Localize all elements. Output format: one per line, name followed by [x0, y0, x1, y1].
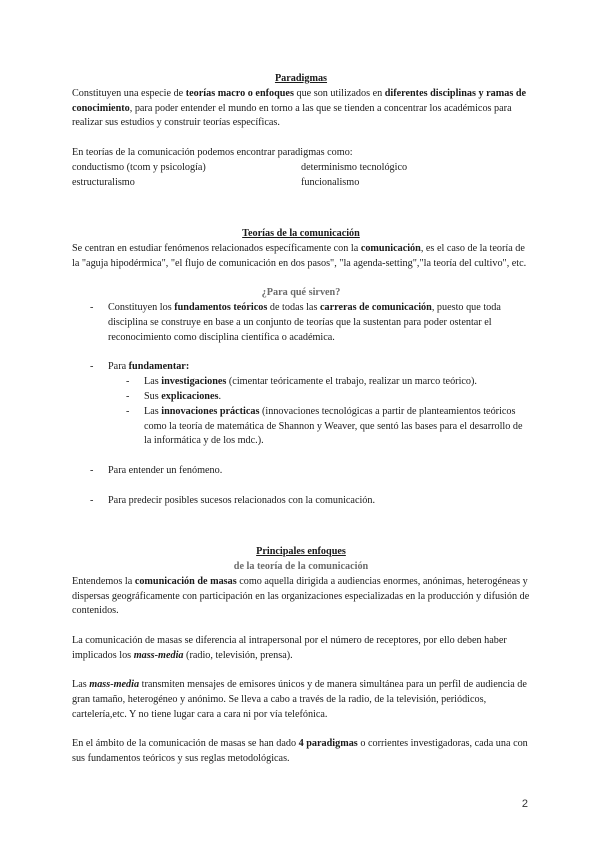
page-number: 2: [521, 798, 528, 810]
paragraph-teorias-definition: Se centran en estudiar fenómenos relacionados específicamente con la comunicación, es el caso de la teoría de la "aguja hipodérmica", "el flujo de comunicación en dos pasos", "la agenda-setting","la teoría del cultivo", etc.: [72, 242, 527, 269]
paradigm-item: determinismo tecnológico: [301, 161, 408, 173]
paradigm-list: [72, 176, 530, 191]
paragraph-paradigmas-intro: En teorías de la comunicación podemos encontrar paradigmas como:: [72, 146, 353, 158]
paragraph-mass-media: Las mass-media transmiten mensajes de emisores únicos y de manera simultánea para un perfil de audiencia de gran tamaño, heterogéneo y anónimo. Se lleva a cabo a través de la radio, de la televisión, periódicos, cartelería,etc. Y no tiene lugar cara a cara ni por vía telefónica.: [72, 679, 527, 720]
paradigm-item: funcionalismo: [301, 176, 360, 188]
list-item: - Para entender un fenómeno.: [90, 464, 223, 476]
sub-list-item: - Sus explicaciones.: [126, 390, 221, 402]
subtitle-para-que-sirven: ¿Para qué sirven?: [261, 287, 341, 299]
paradigm-item: estructuralismo: [72, 176, 135, 188]
list-item: - Para predecir posibles sucesos relacionados con la comunicación.: [90, 494, 376, 506]
paradigm-list: [72, 161, 530, 176]
list-item: - Para fundamentar:: [90, 361, 190, 373]
sub-list-item: - Las investigaciones (cimentar teóricamente el trabajo, realizar un marco teórico).: [126, 376, 477, 388]
document-page: [72, 72, 530, 767]
subtitle-enfoques: de la teoría de la comunicación: [233, 560, 369, 572]
section-title-paradigmas: Paradigmas: [274, 73, 328, 84]
paragraph-paradigmas-definition: Constituyen una especie de teorías macro o enfoques que son utilizados en diferentes disciplinas y ramas de conocimiento, para poder entender el mundo en torno a las que se tienden a concentrar los académicos para realizar sus estudios y construir teorías específicas.: [72, 87, 527, 129]
section-title-enfoques: Principales enfoques: [256, 546, 346, 558]
paragraph-paradigmas-masas: En el ámbito de la comunicación de masas se han dado 4 paradigmas o corrientes investigadoras, cada una con sus fundamentos teóricos y sus reglas metodológicas.: [72, 738, 528, 765]
section-title-teorias: Teorías de la comunicación: [242, 228, 360, 240]
paragraph-comunicacion-masas: Entendemos la comunicación de masas como aquella dirigida a audiencias enormes, anónimas, heterogéneas y dispersas geográficamente con participación en las organizaciones especializadas en la producción y difusión de contenidos.: [72, 575, 530, 617]
paragraph-diferencia: La comunicación de masas se diferencia al intrapersonal por el número de receptores, por ello deben haber implicados los mass-media (radio, televisión, prensa).: [72, 634, 507, 661]
paradigm-item: conductismo (tcom y psicología): [72, 161, 206, 173]
sub-list-item: - Las innovaciones prácticas (innovaciones tecnológicas a partir de planteamientos teóricos como la teoría de matemática de Shannon y Weaver, que sentó las bases para el desarrollo de la informática y de los mdc.).: [126, 405, 523, 447]
list-item: - Constituyen los fundamentos teóricos de todas las carreras de comunicación, puesto que toda disciplina se construye en base a un conjunto de teorías que la sustentan para poder ostentar el reconocimiento como disciplina científica o académica.: [90, 302, 501, 343]
